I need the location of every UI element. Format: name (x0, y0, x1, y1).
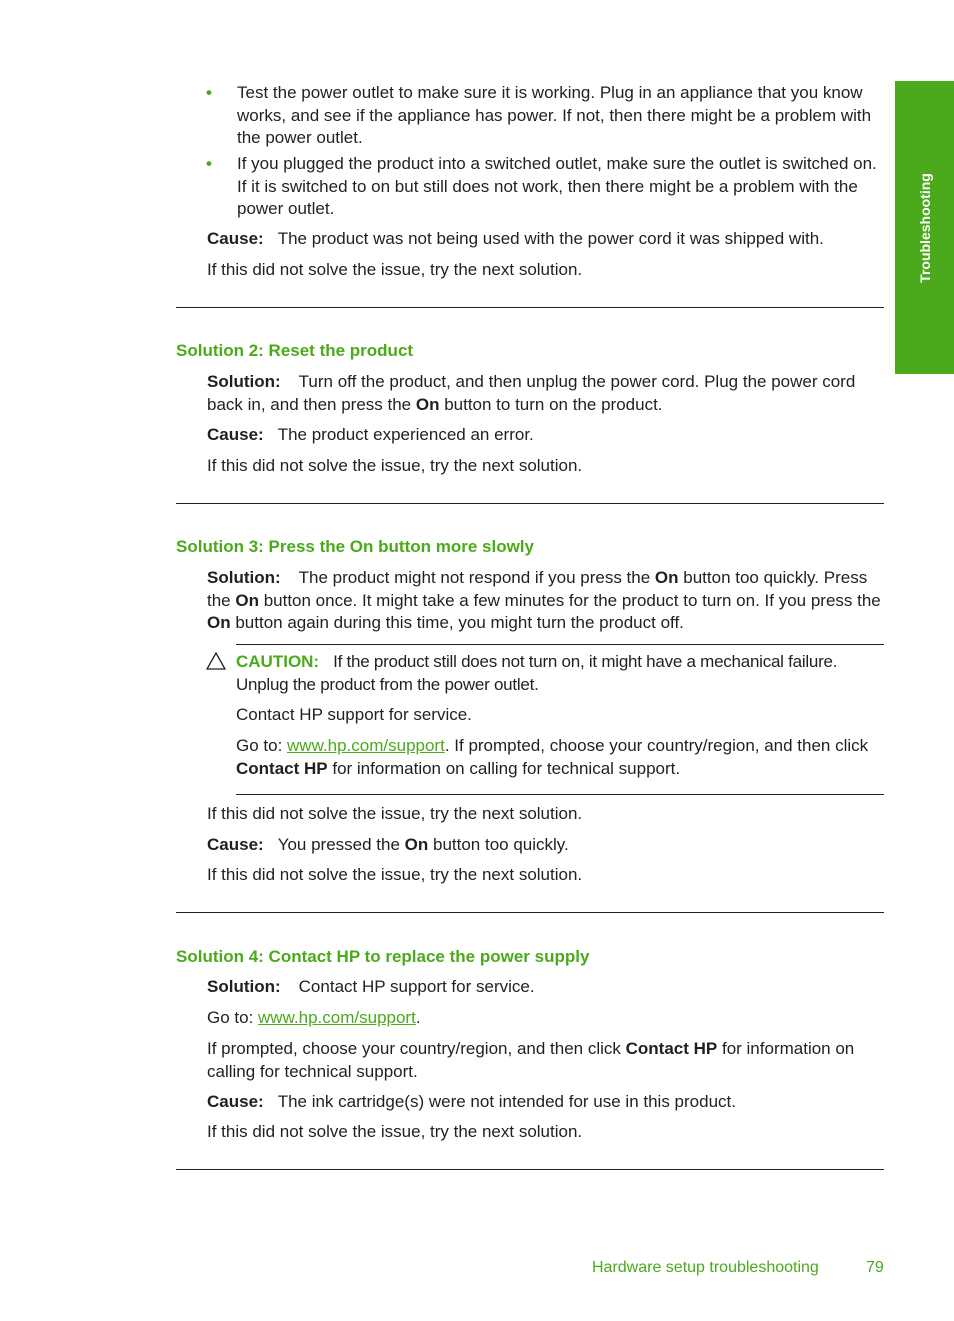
next-solution-text: If this did not solve the issue, try the next solution. (207, 865, 583, 884)
list-item: Test the power outlet to make sure it is working. Plug in an appliance that you know works, and see if the appliance has power. If not, then there might be a problem with the power outlet. (237, 83, 872, 147)
bullet-icon: • (206, 154, 212, 173)
side-tab-label: Troubleshooting (916, 172, 933, 283)
support-link[interactable]: www.hp.com/support (287, 736, 445, 755)
solution-text: Turn off the product, and then unplug the power cord. Plug the power cord back in, and then press the (207, 372, 856, 414)
divider (176, 1169, 884, 1170)
prompt-text: If prompted, choose your country/region, and then click (207, 1039, 626, 1058)
contact-text: Contact HP support for service. (236, 705, 472, 724)
footer-section-title: Hardware setup troubleshooting (592, 1259, 819, 1276)
solution-text: button again during this time, you might turn the product off. (230, 613, 684, 632)
cause-text: button too quickly. (428, 835, 569, 854)
divider (176, 912, 884, 913)
solution-paragraph (207, 567, 887, 635)
cause-paragraph (207, 228, 887, 251)
support-link[interactable]: www.hp.com/support (258, 1008, 416, 1027)
next-solution-text: If this did not solve the issue, try the next solution. (207, 260, 583, 279)
solution-paragraph (207, 976, 887, 999)
solution-text: button to turn on the product. (439, 394, 663, 414)
prompt-paragraph (207, 1038, 887, 1083)
caution-bottom-rule (236, 794, 884, 795)
caution-icon (206, 652, 226, 677)
cause-text: You pressed the (277, 835, 405, 854)
cause-label: Cause: (207, 425, 264, 444)
solution-text: button too quickly. Press the (207, 568, 868, 610)
cause-text: The ink cartridge(s) were not intended for use in this product. (277, 1092, 736, 1111)
caution-text: If the product still does not turn on, it might have a mechanical failure. Unplug the product from the power outlet. (236, 652, 838, 694)
cause-paragraph (207, 1091, 887, 1114)
goto-text: for information on calling for technical support. (327, 758, 681, 778)
divider (176, 503, 884, 504)
section-heading: Solution 2: Reset the product (176, 341, 414, 360)
page-number: 79 (866, 1259, 884, 1276)
goto-text: . If prompted, choose your country/region, and then click (444, 736, 869, 755)
goto-paragraph (236, 735, 886, 780)
solution-text: Contact HP support for service. (298, 977, 535, 996)
on-button-term: On (654, 568, 679, 587)
next-solution-text: If this did not solve the issue, try the next solution. (207, 1122, 583, 1141)
solution-paragraph (207, 371, 887, 416)
cause-text: The product experienced an error. (277, 425, 534, 444)
solution-label: Solution: (207, 372, 281, 391)
section-heading: Solution 3: Press the On button more slowly (176, 537, 534, 556)
cause-paragraph (207, 424, 887, 447)
contact-hp-term: Contact HP (236, 758, 328, 778)
contact-hp-term: Contact HP (625, 1039, 718, 1058)
cause-text: The product was not being used with the power cord it was shipped with. (277, 229, 824, 248)
next-solution-text: If this did not solve the issue, try the next solution. (207, 804, 583, 823)
solution-text: The product might not respond if you press the (298, 568, 655, 587)
prompt-text: for information on calling for technical support. (207, 1039, 855, 1081)
side-tab (895, 81, 954, 374)
goto-paragraph (207, 1007, 887, 1030)
list-item: If you plugged the product into a switched outlet, make sure the outlet is switched on. If it is switched to on but still does not work, then there might be a problem with the power outlet. (237, 154, 877, 218)
solution-text: button once. It might take a few minutes for the product to turn on. If you press the (258, 590, 881, 610)
divider (176, 307, 884, 308)
next-solution-text: If this did not solve the issue, try the next solution. (207, 456, 583, 475)
bullet-icon: • (206, 83, 212, 102)
cause-label: Cause: (207, 229, 264, 248)
cause-label: Cause: (207, 835, 264, 854)
on-button-term: On (404, 835, 429, 854)
on-button-term: On (415, 394, 440, 414)
section-heading: Solution 4: Contact HP to replace the power supply (176, 947, 590, 966)
on-button-term: On (235, 590, 259, 610)
on-button-term: On (207, 613, 231, 632)
caution-top-rule (236, 644, 884, 645)
goto-text: . (415, 1008, 421, 1027)
goto-label: Go to: (207, 1008, 259, 1027)
solution-label: Solution: (207, 568, 281, 587)
caution-label: CAUTION: (236, 652, 320, 671)
cause-label: Cause: (207, 1092, 264, 1111)
goto-label: Go to: (236, 736, 288, 755)
solution-label: Solution: (207, 977, 281, 996)
caution-paragraph (236, 651, 888, 696)
cause-paragraph (207, 834, 887, 857)
